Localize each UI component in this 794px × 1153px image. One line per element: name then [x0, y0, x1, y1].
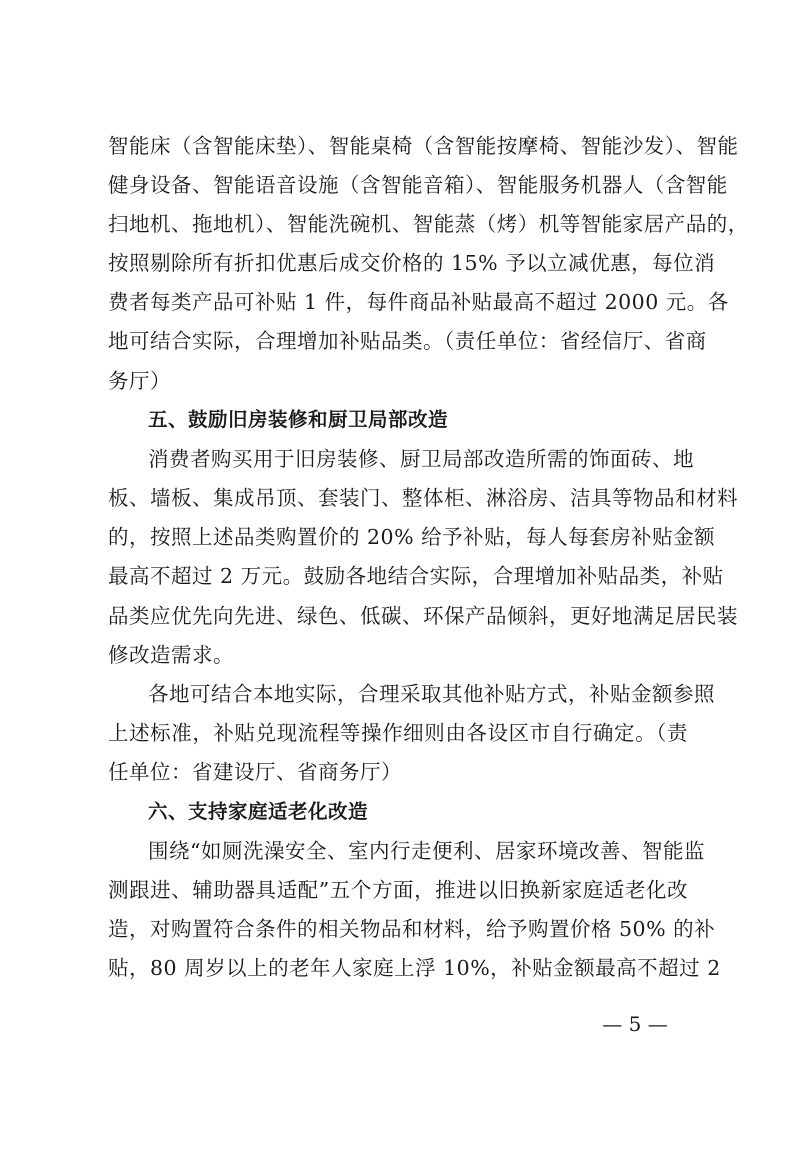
text-line: 智能床（含智能床垫）、智能桌椅（含智能按摩椅、智能沙发）、智能: [108, 134, 739, 158]
text-line: 的，按照上述品类购置价的 20% 给予补贴，每人每套房补贴金额: [108, 525, 716, 549]
text-line: 费者每类产品可补贴 1 件，每件商品补贴最高不超过 2000 元。各: [108, 290, 729, 314]
text-line: 按照剔除所有折扣优惠后成交价格的 15% 予以立减优惠，每位消: [108, 251, 716, 275]
text-line: 扫地机、拖地机）、智能洗碗机、智能蒸（烤）机等智能家居产品的，: [108, 212, 749, 236]
text-line: 围绕“如厕洗澡安全、室内行走便利、居家环境改善、智能监: [148, 839, 705, 863]
text-line: 修改造需求。: [108, 643, 234, 667]
text-line: 测跟进、辅助器具适配”五个方面，推进以旧换新家庭适老化改: [108, 878, 688, 902]
text-line: 品类应优先向先进、绿色、低碳、环保产品倾斜，更好地满足居民装: [108, 604, 738, 628]
text-line: 务厅）: [108, 369, 171, 393]
text-line: 各地可结合本地实际，合理采取其他补贴方式，补贴金额参照: [148, 682, 715, 706]
text-line: 健身设备、智能语音设施（含智能音箱）、智能服务机器人（含智能: [108, 173, 728, 197]
page-number: — 5 —: [602, 1012, 668, 1036]
text-line: 上述标准，补贴兑现流程等操作细则由各设区市自行确定。（责: [108, 721, 688, 745]
text-line: 最高不超过 2 万元。鼓励各地结合实际，合理增加补贴品类，补贴: [108, 564, 724, 588]
text-line: 消费者购买用于旧房装修、厨卫局部改造所需的饰面砖、地: [148, 447, 694, 471]
section-heading: 五、鼓励旧房装修和厨卫局部改造: [148, 408, 449, 431]
text-line: 地可结合实际，合理增加补贴品类。（责任单位：省经信厅、省商: [108, 329, 707, 353]
section-heading: 六、支持家庭适老化改造: [148, 800, 369, 823]
text-line: 任单位：省建设厅、省商务厅）: [108, 760, 402, 784]
text-line: 板、墙板、集成吊顶、套装门、整体柜、淋浴房、洁具等物品和材料: [108, 486, 738, 510]
text-line: 贴，80 周岁以上的老年人家庭上浮 10%，补贴金额最高不超过 2: [108, 956, 721, 980]
text-line: 造，对购置符合条件的相关物品和材料，给予购置价格 50% 的补: [108, 917, 716, 941]
